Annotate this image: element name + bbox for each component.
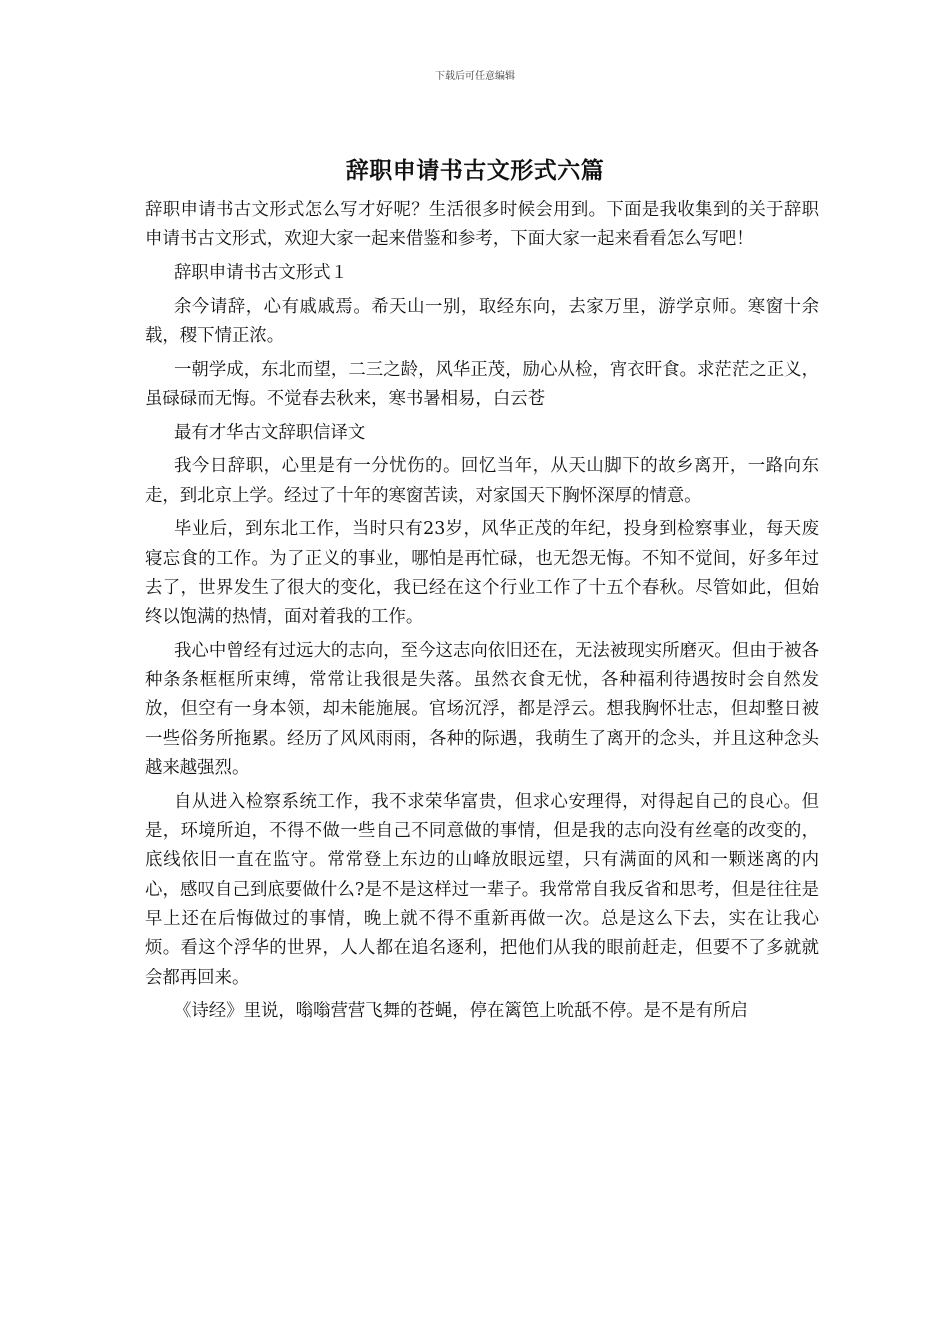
header-note: 下载后可任意编辑 [435, 71, 515, 82]
page-title: 辞职申请书古文形式六篇 [345, 157, 605, 184]
paragraph: 《诗经》里说，嗡嗡营营飞舞的苍蝇，停在篱笆上吮舐不停。是不是有所启 [174, 1001, 748, 1022]
document-body [145, 196, 819, 1031]
paragraph: 余今请辞，心有戚戚焉。希天山一别，取经东向，去家万里，游学京师。寒窗十余载，稷下情正浓。 [145, 296, 819, 346]
paragraph: 我心中曾经有过远大的志向，至今这志向依旧还在，无法被现实所磨灭。但由于被各种条条框框所束缚，常常让我很是失落。虽然衣食无忧，各种福利待遇按时会自然发放，但空有一身本领，却未能施展。官场沉浮，都是浮云。想我胸怀壮志，但却整日被一些俗务所拖累。经历了风风雨雨，各种的际遇，我萌生了离开的念头，并且这种念头越来越强烈。 [145, 640, 819, 779]
paragraph: 辞职申请书古文形式怎么写才好呢？生活很多时候会用到。下面是我收集到的关于辞职申请书古文形式，欢迎大家一起来借鉴和参考，下面大家一起来看看怎么写吧！ [145, 200, 819, 250]
paragraph: 自从进入检察系统工作，我不求荣华富贵，但求心安理得，对得起自己的良心。但是，环境所迫，不得不做一些自己不同意做的事情，但是我的志向没有丝毫的改变的，底线依旧一直在监守。常常登上东边的山峰放眼远望，只有满面的风和一颗迷离的内心，感叹自己到底要做什么?是不是这样过一辈子。我常常自我反省和思考，但是往往是早上还在后悔做过的事情，晚上就不得不重新再做一次。总是这么下去，实在让我心烦。看这个浮华的世界，人人都在追名逐利，把他们从我的眼前赶走，但要不了多就就会都再回来。 [145, 791, 819, 988]
paragraph: 毕业后，到东北工作，当时只有23岁，风华正茂的年纪，投身到检察事业，每天废寝忘食的工作。为了正义的事业，哪怕是再忙碌，也无怨无悔。不知不觉间，好多年过去了，世界发生了很大的变化，我已经在这个行业工作了十五个春秋。尽管如此，但始终以饱满的热情，面对着我的工作。 [145, 519, 819, 628]
paragraph: 我今日辞职，心里是有一分忧伤的。回忆当年，从天山脚下的故乡离开，一路向东走，到北京上学。经过了十年的寒窗苦读，对家国天下胸怀深厚的情意。 [145, 456, 819, 506]
paragraph: 辞职申请书古文形式１ [174, 262, 348, 283]
paragraph: 一朝学成，东北而望，二三之龄，风华正茂，励心从检，宵衣旰食。求茫茫之正义，虽碌碌而无悔。不觉春去秋来，寒书暑相易，白云苍 [145, 359, 819, 409]
paragraph: 最有才华古文辞职信译文 [174, 422, 366, 443]
